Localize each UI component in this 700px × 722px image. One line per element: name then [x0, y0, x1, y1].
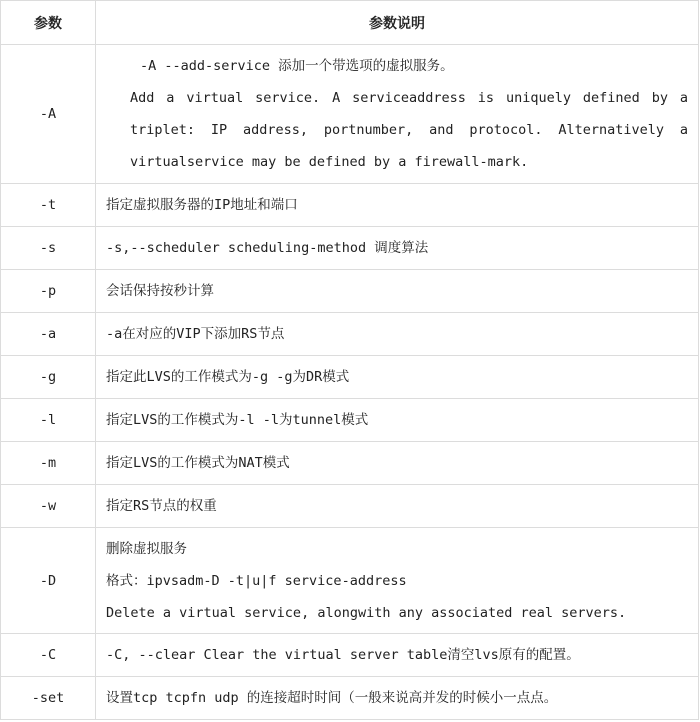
- table-row: [1, 399, 699, 442]
- desc-cell: [96, 485, 699, 528]
- desc-line: virtualservice may be defined by a firewall-mark.: [130, 154, 529, 170]
- desc-line: 指定LVS的工作模式为NAT模式: [106, 455, 290, 471]
- desc-line: 设置tcp tcpfn udp 的连接超时时间（一般来说高并发的时候小一点点。: [106, 690, 558, 706]
- desc-cell: [96, 313, 699, 356]
- table-row: [1, 442, 699, 485]
- desc-line: 会话保持按秒计算: [106, 283, 214, 299]
- desc-line: 指定此LVS的工作模式为-g -g为DR模式: [106, 369, 350, 385]
- desc-cell: [96, 227, 699, 270]
- desc-cell: [96, 270, 699, 313]
- header-row: [1, 1, 699, 45]
- desc-line: 删除虚拟服务: [106, 540, 187, 557]
- param-cell: -p: [1, 270, 96, 313]
- table-row: [1, 227, 699, 270]
- desc-line: 格式：ipvsadm-D -t|u|f service-address: [106, 572, 407, 589]
- table-row: [1, 485, 699, 528]
- param-cell: -D: [1, 528, 96, 634]
- param-cell: -l: [1, 399, 96, 442]
- desc-line: -s,--scheduler scheduling-method 调度算法: [106, 240, 429, 256]
- desc-line: -C, --clear Clear the virtual server table清空lvs原有的配置。: [106, 647, 580, 663]
- param-cell: -s: [1, 227, 96, 270]
- desc-line: 指定LVS的工作模式为-l -l为tunnel模式: [106, 412, 369, 428]
- param-cell: -g: [1, 356, 96, 399]
- desc-line: 指定虚拟服务器的IP地址和端口: [106, 197, 298, 213]
- param-cell: -w: [1, 485, 96, 528]
- param-cell: -m: [1, 442, 96, 485]
- desc-cell: [96, 356, 699, 399]
- param-cell: -set: [1, 677, 96, 720]
- desc-line: triplet: IP address, portnumber, and protocol. Alternatively a: [130, 122, 688, 138]
- header-desc: 参数说明: [96, 1, 699, 45]
- desc-line: -A --add-service 添加一个带选项的虚拟服务。: [140, 58, 454, 74]
- table-row: [1, 313, 699, 356]
- table-row: [1, 528, 699, 634]
- table-row: [1, 356, 699, 399]
- desc-cell: [96, 634, 699, 677]
- desc-cell: [96, 528, 699, 634]
- desc-line: Add a virtual service. A serviceaddress is uniquely defined by a: [130, 90, 688, 106]
- desc-cell: [96, 677, 699, 720]
- desc-cell: [96, 399, 699, 442]
- param-cell: -C: [1, 634, 96, 677]
- desc-line: 指定RS节点的权重: [106, 498, 217, 514]
- header-param: 参数: [1, 1, 96, 45]
- table-row: [1, 184, 699, 227]
- param-cell: -A: [1, 45, 96, 184]
- param-cell: -t: [1, 184, 96, 227]
- desc-line: -a在对应的VIP下添加RS节点: [106, 326, 285, 342]
- param-cell: -a: [1, 313, 96, 356]
- table-row: [1, 677, 699, 720]
- table-row: [1, 45, 699, 184]
- desc-line: Delete a virtual service, alongwith any associated real servers.: [106, 604, 627, 621]
- desc-cell: [96, 45, 699, 184]
- table-row: [1, 270, 699, 313]
- table-row: [1, 634, 699, 677]
- desc-cell: [96, 442, 699, 485]
- desc-cell: [96, 184, 699, 227]
